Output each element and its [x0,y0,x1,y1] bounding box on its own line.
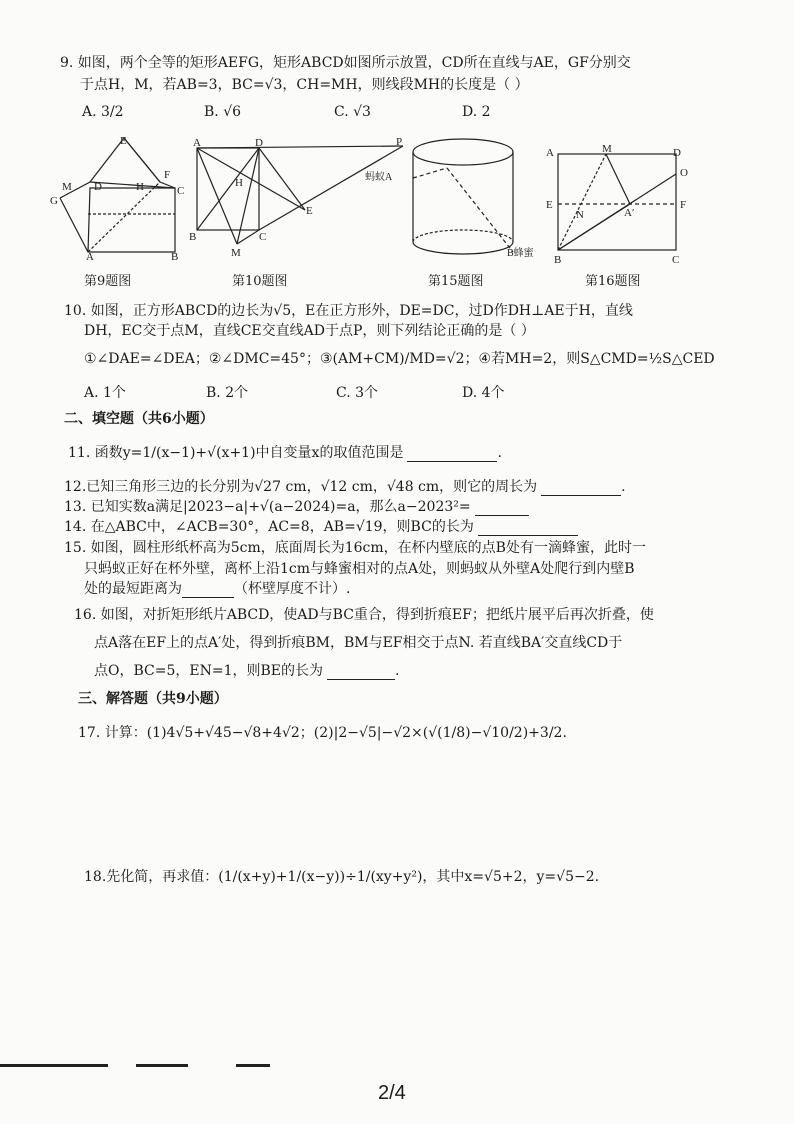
figure-15 [365,132,540,262]
fig9-label-e: E [120,135,127,147]
fig16-label-b: B [554,254,562,265]
fig16-label-e: E [546,199,553,211]
fig10-label-b: B [189,231,197,243]
q10-line1: 10. 如图，正方形ABCD的边长为√5，E在正方形外，DE=DC，过D作DH⊥AE于H，直线 [64,303,633,319]
scan-mark [236,1064,270,1067]
fig9-label-g: G [50,195,58,207]
fig10-label-h: H [235,177,243,189]
q16-line2: 点A落在EF上的点A′处，得到折痕BM，BM与EF相交于点N. 若直线BA′交直线CD于 [94,635,623,651]
fig9-label-f: F [164,169,171,181]
fig9-caption: 第9题图 [84,274,132,289]
fig15-caption: 第15题图 [428,274,484,289]
q9-line1: 9. 如图，两个全等的矩形AEFG，矩形ABCD如图所示放置，CD所在直线与AE，GF分别交 [60,55,631,71]
q10-option-a: A. 1个 [84,385,126,401]
figure-9 [50,134,195,262]
q11-answer-blank[interactable] [407,445,497,462]
figure-16 [540,140,700,265]
q16-line1: 16. 如图，对折矩形纸片ABCD，使AD与BC重合，得到折痕EF；把纸片展平后再次折叠，使 [74,607,654,623]
fig10-label-m: M [231,247,241,259]
fig16-label-o: O [680,167,688,179]
fig16-label-f: F [680,199,687,211]
q15-answer-blank[interactable] [182,581,234,598]
q18-text: 18.先化简，再求值：(1/(x+y)+1/(x−y))÷1/(xy+y²)，其中x=√5+2，y=√5−2. [84,869,600,885]
q10-option-d: D. 4个 [462,385,505,401]
fig10-caption: 第10题图 [232,274,288,289]
q15-line3: 处的最短距离为 （杯壁厚度不计）. [84,581,351,597]
q14-answer-blank[interactable] [478,519,578,536]
q9-option-d: D. 2 [462,104,491,120]
q13-text: 13. 已知实数a满足|2023−a|+√(a−2024)=a，那么a−2023²= [64,496,529,516]
section-solve-heading: 三、解答题（共9小题） [78,691,228,707]
fig10-label-d: D [255,137,263,149]
q15-line1: 15. 如图，圆柱形纸杯高为5cm，底面周长为16cm，在杯内壁底的点B处有一滴蜂蜜，此时一 [64,540,646,556]
fig10-label-e: E [306,205,313,217]
q17-text: 17. 计算：(1)4√5+√45−√8+4√2；(2)|2−√5|−√2×(√(1/8)−√10/2)+3/2. [78,725,567,741]
q15-line2: 只蚂蚁正好在杯外壁，离杯上沿1cm与蜂蜜相对的点A处，则蚂蚁从外壁A处爬行到内壁B [84,561,635,577]
scan-mark [0,1064,108,1067]
fig16-caption: 第16题图 [585,274,641,289]
q11-text: 11. 函数y=1/(x−1)+√(x+1)中自变量x的取值范围是 . [68,445,502,461]
section-fill-blank-heading: 二、填空题（共6小题） [64,411,214,427]
fig15-label-ant: 蚂蚁A [365,172,393,183]
q13-answer-blank[interactable] [475,499,529,516]
fig9-label-m: M [62,181,72,193]
q16-answer-blank[interactable] [327,663,395,680]
q12-text: 12.已知三角形三边的长分别为√27 cm，√12 cm，√48 cm，则它的周长为 . [64,479,626,495]
fig9-label-a: A [86,251,94,262]
q16-line3: 点O，BC=5，EN=1，则BE的长为 . [94,663,400,679]
fig16-label-m: M [602,143,612,155]
q10-option-c: C. 3个 [336,385,379,401]
fig16-label-c: C [672,254,680,265]
q10-option-b: B. 2个 [206,385,249,401]
q10-line2: DH，EC交于点M，直线CE交直线AD于点P，则下列结论正确的是（ ） [84,323,535,339]
fig16-label-d: D [673,147,681,159]
fig9-label-c: C [177,185,185,197]
q10-conditions: ①∠DAE=∠DEA；②∠DMC=45°；③(AM+CM)/MD=√2；④若MH=2，则S△CMD=½S△CED [84,351,715,367]
q9-line2: 于点H，M，若AB=3，BC=√3，CH=MH，则线段MH的长度是（ ） [80,77,529,93]
q9-option-a: A. 3/2 [82,104,124,120]
scan-mark [136,1064,188,1067]
q9-option-c: C. √3 [334,104,371,120]
fig9-label-b: B [171,251,179,262]
fig10-label-p: P [396,136,403,148]
fig10-label-c: C [259,231,267,243]
fig16-label-n: N [576,209,584,221]
q9-option-b: B. √6 [204,104,242,120]
fig16-label-a-prime: A′ [624,207,635,219]
page-number: 2/4 [378,1082,406,1104]
fig9-label-h: H [136,181,144,193]
fig16-label-a: A [546,147,554,159]
fig9-label-d: D [94,181,102,193]
q12-answer-blank[interactable] [541,479,621,496]
q14-text: 14. 在△ABC中，∠ACB=30°，AC=8，AB=√19，则BC的长为 [64,516,578,536]
fig10-label-a: A [193,137,201,149]
fig15-label-honey: B蜂蜜 [507,248,534,259]
